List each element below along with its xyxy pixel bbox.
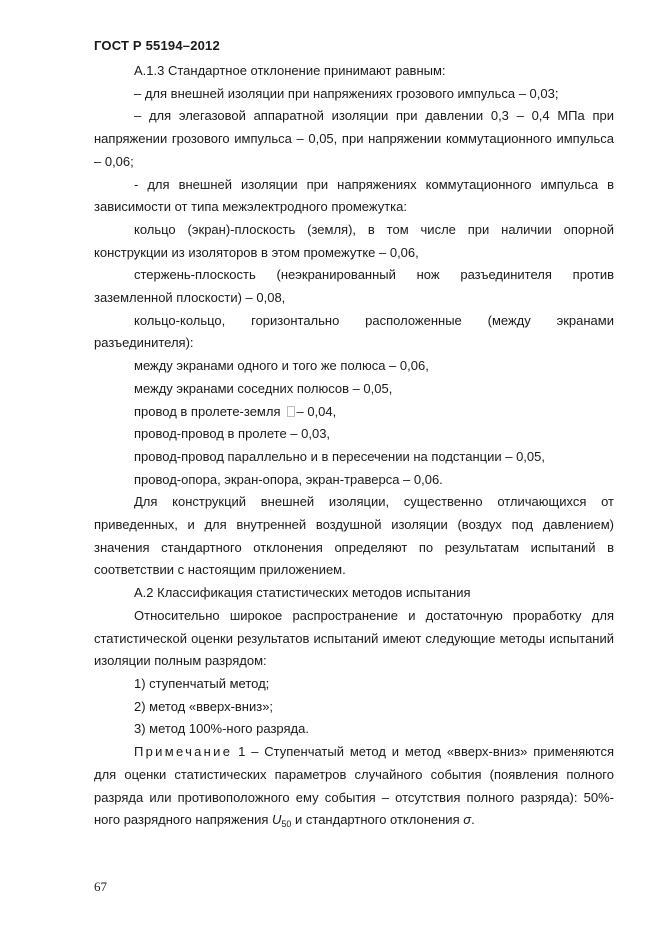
paragraph-wire-wire-substation: провод-провод параллельно и в пересечении на подстанции – 0,05, bbox=[134, 448, 545, 464]
page-number: 67 bbox=[94, 879, 107, 894]
paragraph-ring-plane: кольцо (экран)-плоскость (земля), в том числе при наличии опорной конструкции из изоляторов в этом промежутке – 0,06, bbox=[94, 221, 614, 260]
u-subscript: 50 bbox=[281, 819, 292, 830]
paragraph-rod-plane: стержень-плоскость (неэкранированный нож разъединителя против заземленной плоскости) – 0,08, bbox=[94, 267, 614, 306]
paragraph-adjacent-poles: между экранами соседних полюсов – 0,05, bbox=[134, 380, 393, 396]
paragraph-methods-intro: Относительно широкое распространение и достаточную проработку для статистической оценки результатов испытаний имеют следующие методы испытаний изоляции полным разрядом: bbox=[94, 607, 614, 669]
paragraph-external-switching: - для внешней изоляции при напряжениях коммутационного импульса в зависимости от типа межэлектродного промежутка: bbox=[94, 176, 614, 215]
paragraph-wire-ground bbox=[94, 401, 614, 424]
u50-symbol bbox=[272, 812, 292, 830]
paragraph-ring-ring: кольцо-кольцо, горизонтально расположенные (между экранами разъединителя): bbox=[94, 312, 614, 351]
list-item-up-down-method: 2) метод «вверх-вниз»; bbox=[134, 698, 274, 714]
paragraph-external-lightning: – для внешней изоляции при напряжениях грозового импульса – 0,03; bbox=[134, 85, 559, 101]
page-body bbox=[94, 60, 614, 836]
paragraph-gas-insulation: – для элегазовой аппаратной изоляции при давлении 0,3 – 0,4 МПа при напряжении грозового импульса – 0,05, при напряжении коммутационного импульса – 0,06; bbox=[94, 108, 614, 169]
note-end: . bbox=[471, 812, 475, 828]
paragraph-wire-support: провод-опора, экран-опора, экран-траверса – 0,06. bbox=[134, 471, 443, 487]
note-tail: и стандартного отклонения bbox=[291, 812, 464, 828]
section-a2-heading: А.2 Классификация статистических методов испытания bbox=[134, 585, 471, 601]
u-letter: U bbox=[272, 812, 282, 828]
placeholder-glyph-box bbox=[287, 406, 295, 417]
paragraph-same-pole: между экранами одного и того же полюса – 0,06, bbox=[134, 358, 429, 374]
document-header: ГОСТ Р 55194–2012 bbox=[94, 38, 220, 53]
note-paragraph bbox=[94, 741, 614, 836]
paragraph-other-constructions: Для конструкций внешней изоляции, существенно отличающихся от приведенных, и для внутренней воздушной изоляции (воздух под давлением) значения стандартного отклонения определяют по результатам испытаний в соответствии с настоящим приложением. bbox=[94, 494, 614, 578]
list-item-step-method: 1) ступенчатый метод; bbox=[134, 675, 270, 691]
wire-ground-value: – 0,04, bbox=[296, 403, 337, 419]
list-item-100-percent-method: 3) метод 100%-ного разряда. bbox=[134, 721, 309, 737]
paragraph-wire-wire-span: провод-провод в пролете – 0,03, bbox=[134, 426, 331, 442]
sigma-symbol: σ bbox=[463, 812, 472, 828]
wire-ground-text: провод в пролете-земля bbox=[134, 403, 281, 419]
note-text: 1 – Ступенчатый метод и метод «вверх-вниз» применяются для оценки статистических параметров случайного события (появления полного разряда или противоположного ему события – отсутствия полного разряда): 50%-ного разрядного напряжения bbox=[94, 744, 614, 828]
paragraph-a13-intro: А.1.3 Стандартное отклонение принимают равным: bbox=[134, 63, 446, 78]
note-label: Примечание bbox=[134, 744, 233, 760]
